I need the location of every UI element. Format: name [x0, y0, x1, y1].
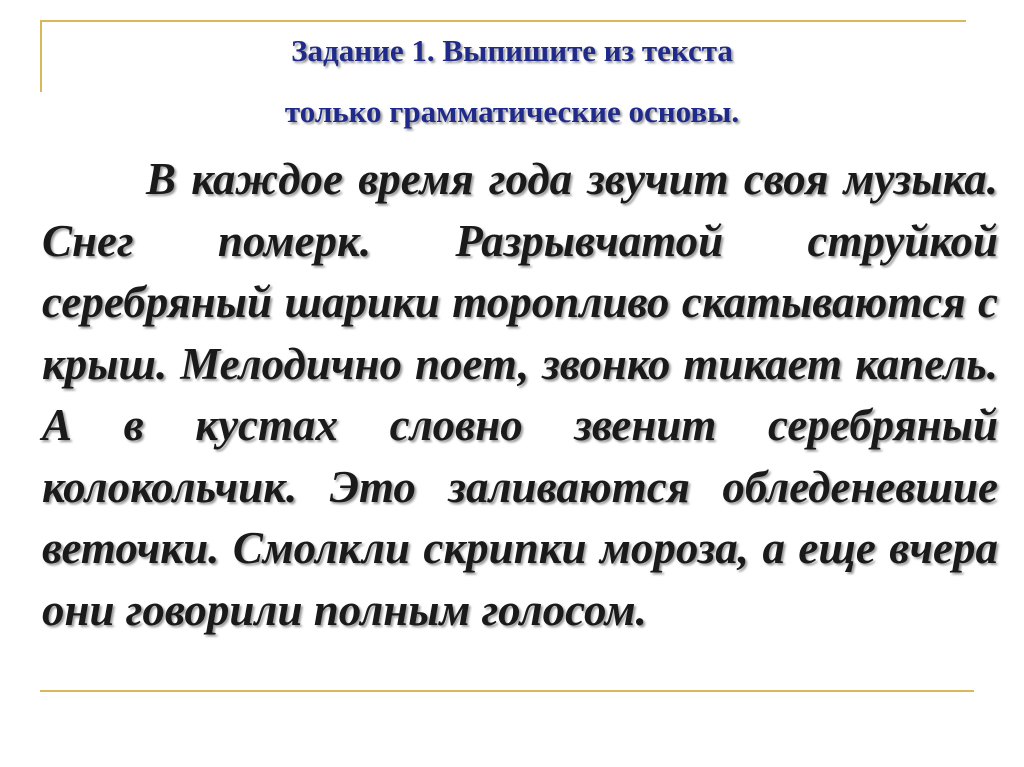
decor-line-bottom	[40, 690, 974, 692]
slide-body-text: В каждое время года звучит своя музыка. Снег померк. Разрывчатой струйкой серебряный шарики торопливо скатываются с крыш. Мелодично поет, звонко тикает капель. А в кустах словно звенит серебряный колокольчик. Это заливаются обледеневшие веточки. Смолкли скрипки мороза, а еще вчера они говорили полным голосом.	[42, 154, 998, 635]
slide-title-line2: только грамматические основы.	[284, 94, 740, 129]
decor-line-top	[40, 20, 966, 22]
slide-title-line1: Задание 1. Выпишите из текста	[291, 33, 733, 68]
